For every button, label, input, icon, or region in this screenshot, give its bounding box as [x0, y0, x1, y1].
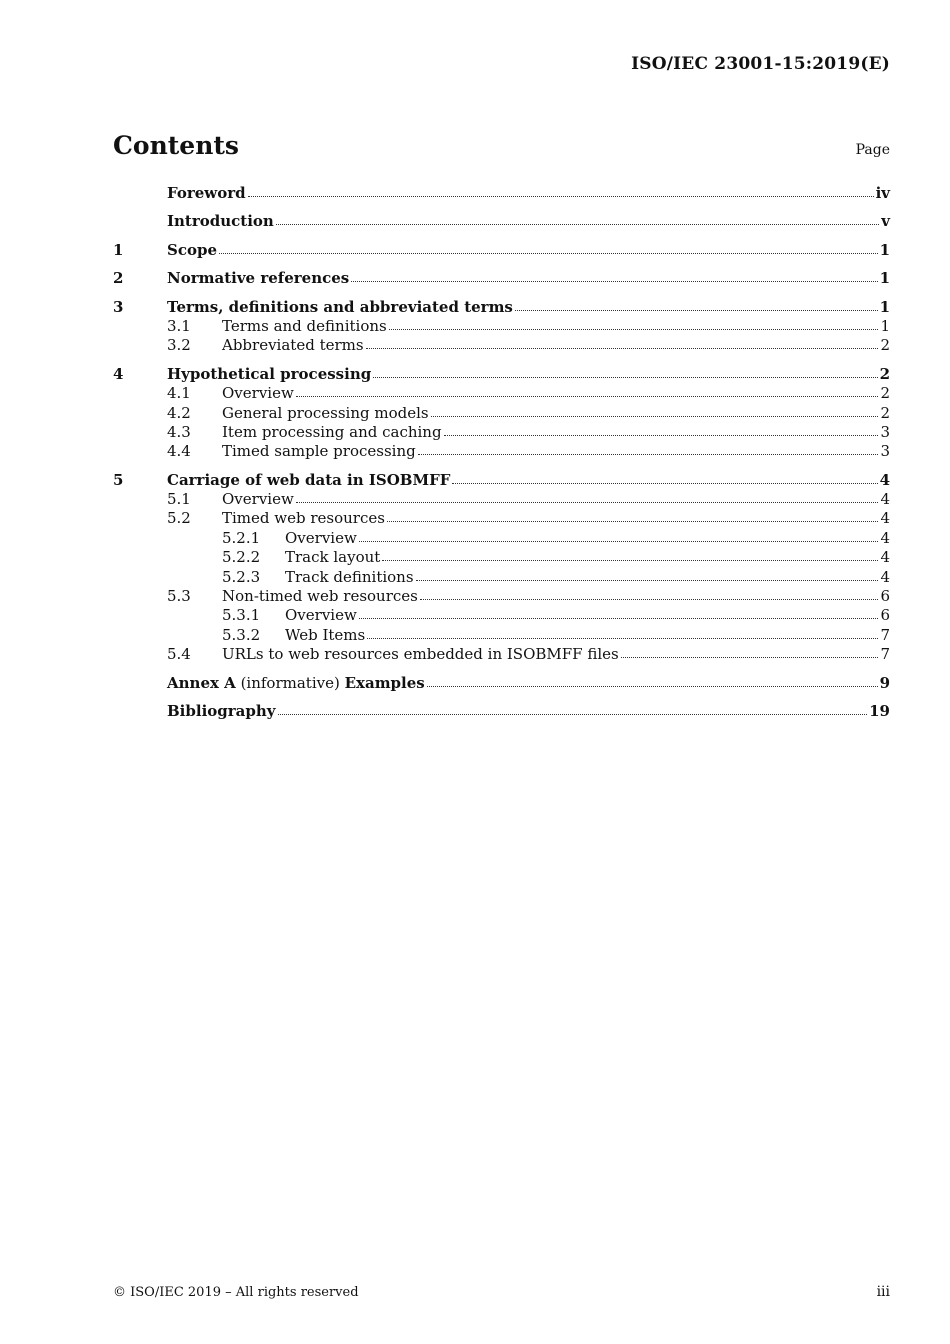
- toc-entry[interactable]: [113, 509, 890, 528]
- dot-leader: [418, 453, 879, 455]
- toc-entry-number: 5.2.3: [222, 567, 261, 586]
- toc-entry-page: 1: [879, 269, 890, 288]
- toc-entry-title-lead: Annex A: [167, 673, 236, 692]
- toc-entry[interactable]: [113, 645, 890, 664]
- toc-entry[interactable]: [113, 241, 890, 260]
- toc-entry-number: 4.2: [167, 403, 191, 422]
- toc-entry-page: 2: [879, 364, 890, 383]
- toc-entry[interactable]: [113, 184, 890, 203]
- toc-entry-page: 2: [880, 384, 890, 403]
- toc-entry-title: Overview: [285, 606, 357, 625]
- toc-entry-title: Terms, definitions and abbreviated terms: [167, 297, 513, 316]
- toc-entry[interactable]: [113, 336, 890, 355]
- toc-entry-page: 4: [880, 509, 890, 528]
- toc-entry-title: Overview: [222, 384, 294, 403]
- toc-entry-page: 2: [880, 336, 890, 355]
- toc-entry-number: 5: [113, 470, 124, 489]
- toc-entry-title: Non-timed web resources: [222, 587, 418, 606]
- toc-entry-title: Abbreviated terms: [222, 336, 364, 355]
- toc-entry-title: Foreword: [167, 184, 246, 202]
- toc-entry-number: 5.1: [167, 490, 191, 509]
- page-column-label: Page: [855, 142, 890, 158]
- toc-entry[interactable]: [113, 529, 890, 548]
- toc-entry-page: 6: [880, 606, 890, 625]
- toc-entry-page: 6: [880, 587, 890, 606]
- toc-entry[interactable]: [113, 365, 890, 384]
- toc-entry[interactable]: [113, 404, 890, 423]
- toc-entry-title: Web Items: [285, 625, 366, 644]
- dot-leader: [296, 395, 879, 397]
- dot-leader: [515, 309, 878, 311]
- toc-entry[interactable]: [113, 212, 890, 231]
- toc-entry[interactable]: [113, 471, 890, 490]
- toc-entry[interactable]: [113, 702, 890, 721]
- toc-entry-title: Normative references: [167, 269, 350, 288]
- toc-entry-title: URLs to web resources embedded in ISOBMFF files: [222, 645, 619, 664]
- toc-entry-page: 1: [880, 316, 890, 335]
- toc-entry[interactable]: [113, 606, 890, 625]
- dot-leader: [296, 501, 879, 503]
- toc-entry[interactable]: [113, 626, 890, 645]
- dot-leader: [359, 617, 879, 619]
- dot-leader: [366, 347, 879, 349]
- toc-entry-number: 5.2.2: [222, 548, 261, 567]
- dot-leader: [387, 520, 879, 522]
- toc-entry-title: Overview: [222, 490, 294, 509]
- toc-entry[interactable]: [113, 442, 890, 461]
- toc-entry[interactable]: [113, 490, 890, 509]
- toc-entry-title: Timed sample processing: [222, 442, 416, 461]
- toc-entry-number: 4.3: [167, 422, 191, 441]
- dot-leader: [420, 598, 879, 600]
- footer-copyright: © ISO/IEC 2019 – All rights reserved: [113, 1285, 359, 1300]
- page-title: Contents: [113, 131, 240, 160]
- toc-entry-page: 7: [880, 625, 890, 644]
- table-of-contents: [113, 184, 890, 721]
- dot-leader: [351, 280, 877, 282]
- dot-leader: [389, 328, 879, 330]
- toc-entry-title-note: (informative): [235, 673, 345, 692]
- toc-entry-number: 4.4: [167, 442, 191, 461]
- dot-leader: [431, 415, 879, 417]
- toc-entry-number: 3: [113, 297, 124, 316]
- toc-entry-number: 2: [113, 269, 124, 288]
- toc-entry-title: Hypothetical processing: [167, 364, 372, 383]
- toc-entry-title: Bibliography: [167, 701, 276, 720]
- toc-entry-title: Scope: [167, 240, 218, 259]
- toc-entry-number: 3.1: [167, 316, 191, 335]
- toc-entry[interactable]: [113, 548, 890, 567]
- toc-entry[interactable]: [113, 269, 890, 288]
- toc-entry-number: 5.3.2: [222, 625, 261, 644]
- toc-entry-number: 4.1: [167, 384, 191, 403]
- toc-entry-number: 5.3.1: [222, 606, 261, 625]
- dot-leader: [621, 656, 879, 658]
- toc-entry-number: 4: [113, 364, 124, 383]
- toc-entry-title: General processing models: [222, 403, 429, 422]
- dot-leader: [278, 713, 868, 715]
- toc-entry-title: Timed web resources: [222, 509, 385, 528]
- toc-entry-page: 4: [879, 470, 890, 489]
- toc-entry[interactable]: [113, 423, 890, 442]
- dot-leader: [452, 482, 877, 484]
- toc-entry[interactable]: [113, 298, 890, 317]
- toc-entry[interactable]: [113, 568, 890, 587]
- toc-entry-title: Introduction: [167, 212, 274, 231]
- toc-entry-title: Track layout: [285, 548, 381, 567]
- toc-entry-number: 1: [113, 240, 124, 259]
- toc-entry[interactable]: [113, 674, 890, 693]
- toc-entry-number: 5.4: [167, 645, 191, 664]
- toc-entry-title-tail: Examples: [344, 673, 425, 692]
- toc-entry[interactable]: [113, 317, 890, 336]
- dot-leader: [359, 540, 879, 542]
- dot-leader: [427, 685, 878, 687]
- toc-entry-number: 5.2.1: [222, 528, 261, 547]
- toc-entry-page: 9: [879, 673, 890, 692]
- toc-entry-page: 3: [880, 422, 890, 441]
- dot-leader: [219, 252, 878, 254]
- toc-entry-page: 7: [880, 645, 890, 664]
- toc-entry-page: 4: [880, 528, 890, 547]
- toc-entry-page: 19: [869, 701, 890, 720]
- toc-entry-title: Track definitions: [285, 567, 414, 586]
- dot-leader: [444, 434, 879, 436]
- toc-entry-title: Terms and definitions: [222, 316, 387, 335]
- document-id: ISO/IEC 23001-15:2019(E): [631, 54, 890, 74]
- toc-entry-number: 5.3: [167, 587, 191, 606]
- dot-leader: [367, 637, 878, 639]
- toc-entry-page: 1: [879, 240, 890, 259]
- toc-entry[interactable]: [113, 587, 890, 606]
- toc-entry-page: 1: [879, 297, 890, 316]
- toc-entry-title: [167, 674, 425, 693]
- dot-leader: [276, 223, 879, 225]
- toc-entry-page: 4: [880, 548, 890, 567]
- toc-entry-title: Item processing and caching: [222, 422, 442, 441]
- toc-entry-title: Carriage of web data in ISOBMFF: [167, 470, 451, 489]
- toc-entry-title: Overview: [285, 528, 357, 547]
- toc-entry-number: 3.2: [167, 336, 191, 355]
- dot-leader: [373, 376, 877, 378]
- toc-entry-page: 2: [880, 403, 890, 422]
- dot-leader: [416, 579, 879, 581]
- toc-entry-page: iv: [875, 184, 890, 202]
- toc-entry[interactable]: [113, 384, 890, 403]
- dot-leader: [248, 195, 874, 197]
- toc-entry-number: 5.2: [167, 509, 191, 528]
- footer-page-number: iii: [876, 1284, 890, 1300]
- toc-entry-page: v: [881, 212, 890, 231]
- toc-entry-page: 3: [880, 442, 890, 461]
- toc-entry-page: 4: [880, 490, 890, 509]
- dot-leader: [382, 559, 878, 561]
- toc-entry-page: 4: [880, 567, 890, 586]
